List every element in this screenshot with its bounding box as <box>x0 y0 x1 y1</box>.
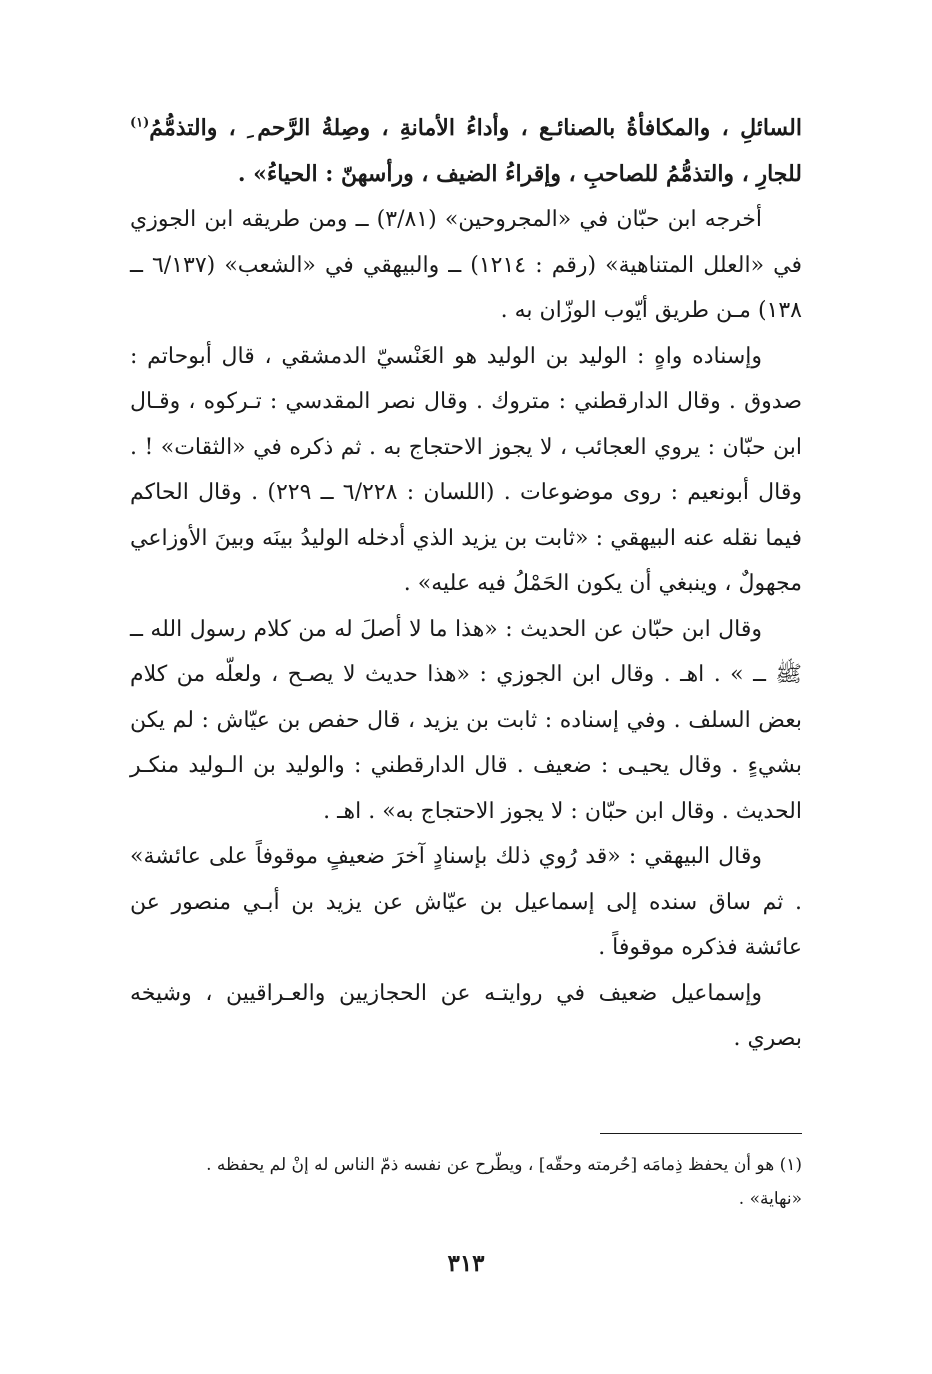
footnote-line-1: (١) هو أن يحفظ ذِمامَه [حُرمته وحقّه] ، ويطّرح عن نفسه ذمّ الناس له إنْ لم يحفظه . <box>206 1155 802 1175</box>
footnote-reference: (١) <box>130 115 150 131</box>
footnote-separator <box>600 1133 802 1134</box>
hadith-line-1: السائلِ ، والمكافأةُ بالصنائـع ، وأداءُ الأمانةِ ، وصِلةُ الرَّحم ِ ، والتذمُّمُ <box>149 115 802 141</box>
paragraph-isnad-analysis: وإسناده واهٍ : الوليد بن الوليد هو العَنْسيّ الدمشقي ، قال أبوحاتم : صدوق . وقال الدارقطني : متروك . وقال نصر المقدسي : تـركوه ، وقـال ابن حبّان : يروي العجائب ، لا يجوز الاحتجاج به . ثم ذكره في «الثقات» ! . وقال أبونعيم : روى موضوعات . (اللسان : ٦/٢٢٨ ــ ٢٢٩) . وقال الحاكم فيما نقله عنه البيهقي : «ثابت بن يزيد الذي أدخله الوليدُ بينَه وبينَ الأوزاعي مجهولٌ ، وينبغي أن يكون الحَمْلُ فيه عليه» . <box>130 343 802 596</box>
main-text <box>130 106 802 1062</box>
paragraph-takhrij: أخرجه ابن حبّان في «المجروحين» (٣/٨١) ــ ومن طريقه ابن الجوزي في «العلل المتناهية» (رقم : ١٢١٤) ــ والبيهقي في «الشعب» (٦/١٣٧ ــ ١٣٨) مـن طريق أيّوب الوزّان به . <box>130 207 802 323</box>
paragraph-hadith-continuation <box>130 106 802 197</box>
paragraph-ismail-grading: وإسماعيل ضعيف في روايتـه عن الحجازيين والعـراقيين ، وشيخه بصري . <box>130 980 802 1051</box>
paragraph-bayhaqi-mawquf: وقال البيهقي : «قد رُوي ذلك بإسنادٍ آخرَ ضعيفٍ موقوفاً على عائشة» . ثم ساق سنده إلى إسماعيل بن عيّاش عن يزيد بن أبـي منصور عن عائشة فذكره موقوفاً . <box>130 844 802 960</box>
paragraph-hadith-judgement: وقال ابن حبّان عن الحديث : «هذا ما لا أصلَ له من كلام رسول الله ــ ﷺ ــ » . اهـ . وقال ابن الجوزي : «هذا حديث لا يصـح ، ولعلّه من كلام بعض السلف . وفي إسناده : ثابت بن يزيد ، قال حفص بن عيّاش : لم يكن بشيءٍ . وقال يحيـى : ضعيف . قال الدارقطني : والوليد بن الـوليد منكـر الحديث . وقال ابن حبّان : لا يجوز الاحتجاج به» . اهـ . <box>130 616 802 824</box>
footnote <box>130 1148 802 1216</box>
hadith-line-2: للجارِ ، والتذمُّمُ للصاحبِ ، وإقراءُ الضيف ، ورأسهنّ : الحياءُ» . <box>237 160 802 187</box>
page-number: ٣١٣ <box>447 1250 485 1277</box>
footnote-line-2: «نهاية» . <box>738 1189 802 1209</box>
